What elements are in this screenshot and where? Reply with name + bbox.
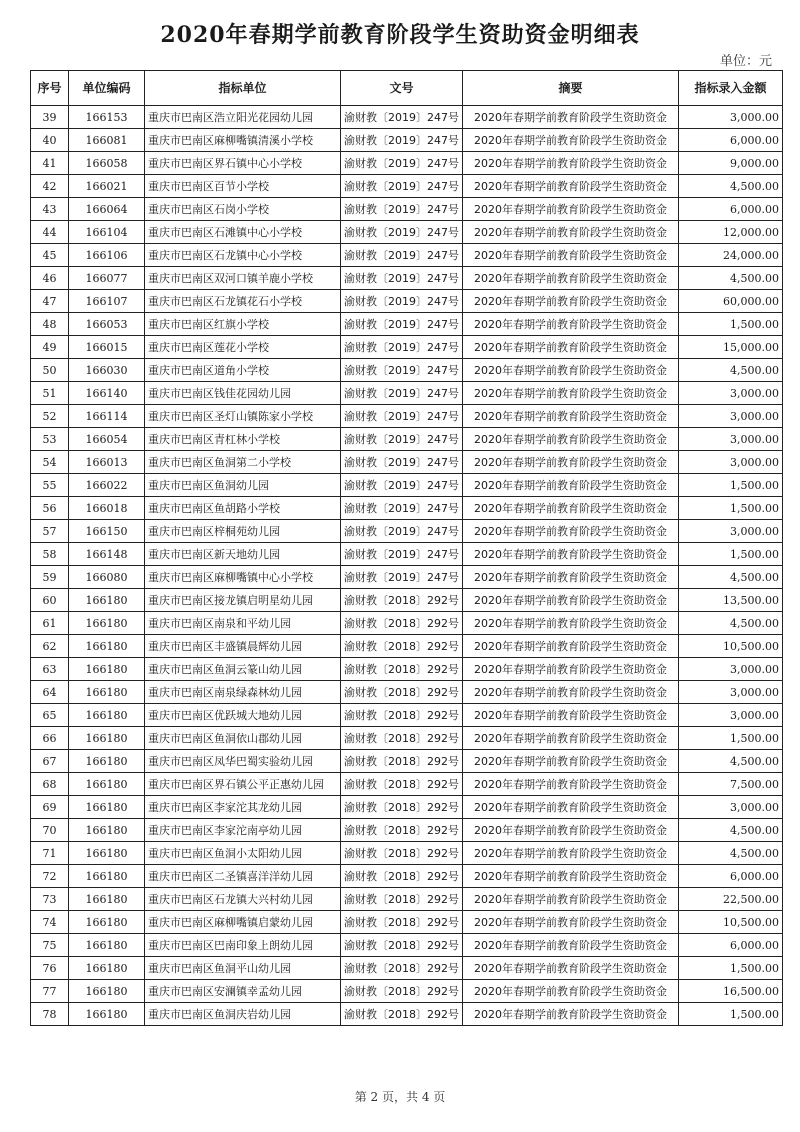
cell-document-number: 渝财教〔2019〕247号 — [341, 129, 463, 152]
cell-document-number: 渝财教〔2019〕247号 — [341, 382, 463, 405]
cell-amount: 4,500.00 — [679, 359, 783, 382]
cell-document-number: 渝财教〔2019〕247号 — [341, 221, 463, 244]
table-row — [31, 842, 783, 865]
table-row — [31, 888, 783, 911]
cell-summary: 2020年春期学前教育阶段学生资助资金 — [463, 980, 679, 1003]
cell-seq: 62 — [31, 635, 69, 658]
cell-unit-name: 重庆市巴南区南泉和平幼儿园 — [145, 612, 341, 635]
cell-seq: 55 — [31, 474, 69, 497]
cell-unit-name: 重庆市巴南区凤华巴蜀实验幼儿园 — [145, 750, 341, 773]
table-row — [31, 290, 783, 313]
cell-amount: 10,500.00 — [679, 911, 783, 934]
table-row — [31, 980, 783, 1003]
cell-seq: 61 — [31, 612, 69, 635]
cell-summary: 2020年春期学前教育阶段学生资助资金 — [463, 382, 679, 405]
cell-unit-code: 166053 — [69, 313, 145, 336]
cell-unit-code: 166018 — [69, 497, 145, 520]
cell-unit-name: 重庆市巴南区道角小学校 — [145, 359, 341, 382]
table-row — [31, 198, 783, 221]
cell-summary: 2020年春期学前教育阶段学生资助资金 — [463, 612, 679, 635]
cell-summary: 2020年春期学前教育阶段学生资助资金 — [463, 106, 679, 129]
table-row — [31, 244, 783, 267]
table-row — [31, 129, 783, 152]
cell-amount: 6,000.00 — [679, 129, 783, 152]
cell-amount: 4,500.00 — [679, 842, 783, 865]
cell-document-number: 渝财教〔2019〕247号 — [341, 267, 463, 290]
cell-unit-code: 166180 — [69, 842, 145, 865]
cell-unit-name: 重庆市巴南区石滩镇中心小学校 — [145, 221, 341, 244]
cell-unit-name: 重庆市巴南区鱼洞小太阳幼儿园 — [145, 842, 341, 865]
cell-document-number: 渝财教〔2019〕247号 — [341, 290, 463, 313]
cell-unit-name: 重庆市巴南区麻柳嘴镇清溪小学校 — [145, 129, 341, 152]
cell-document-number: 渝财教〔2018〕292号 — [341, 865, 463, 888]
cell-unit-name: 重庆市巴南区百节小学校 — [145, 175, 341, 198]
cell-unit-code: 166140 — [69, 382, 145, 405]
cell-document-number: 渝财教〔2019〕247号 — [341, 359, 463, 382]
cell-amount: 3,000.00 — [679, 428, 783, 451]
table-row — [31, 589, 783, 612]
cell-amount: 6,000.00 — [679, 934, 783, 957]
table-row — [31, 727, 783, 750]
table-row — [31, 267, 783, 290]
cell-seq: 63 — [31, 658, 69, 681]
cell-summary: 2020年春期学前教育阶段学生资助资金 — [463, 1003, 679, 1026]
cell-unit-code: 166104 — [69, 221, 145, 244]
cell-summary: 2020年春期学前教育阶段学生资助资金 — [463, 267, 679, 290]
cell-seq: 75 — [31, 934, 69, 957]
cell-seq: 58 — [31, 543, 69, 566]
cell-summary: 2020年春期学前教育阶段学生资助资金 — [463, 497, 679, 520]
table-row — [31, 543, 783, 566]
cell-unit-code: 166180 — [69, 681, 145, 704]
cell-summary: 2020年春期学前教育阶段学生资助资金 — [463, 796, 679, 819]
cell-unit-name: 重庆市巴南区青杠林小学校 — [145, 428, 341, 451]
cell-unit-name: 重庆市巴南区界石镇公平正惠幼儿园 — [145, 773, 341, 796]
cell-document-number: 渝财教〔2019〕247号 — [341, 336, 463, 359]
cell-unit-name: 重庆市巴南区优跃城大地幼儿园 — [145, 704, 341, 727]
cell-document-number: 渝财教〔2019〕247号 — [341, 520, 463, 543]
cell-summary: 2020年春期学前教育阶段学生资助资金 — [463, 152, 679, 175]
cell-amount: 1,500.00 — [679, 474, 783, 497]
cell-summary: 2020年春期学前教育阶段学生资助资金 — [463, 359, 679, 382]
cell-amount: 4,500.00 — [679, 566, 783, 589]
cell-summary: 2020年春期学前教育阶段学生资助资金 — [463, 313, 679, 336]
cell-summary: 2020年春期学前教育阶段学生资助资金 — [463, 129, 679, 152]
cell-unit-code: 166180 — [69, 819, 145, 842]
table-row — [31, 750, 783, 773]
header-unit-code: 单位编码 — [69, 71, 145, 106]
cell-summary: 2020年春期学前教育阶段学生资助资金 — [463, 865, 679, 888]
cell-amount: 4,500.00 — [679, 175, 783, 198]
cell-unit-name: 重庆市巴南区双河口镇羊鹿小学校 — [145, 267, 341, 290]
cell-unit-code: 166180 — [69, 658, 145, 681]
cell-unit-code: 166180 — [69, 612, 145, 635]
table-row — [31, 175, 783, 198]
cell-unit-code: 166064 — [69, 198, 145, 221]
cell-unit-name: 重庆市巴南区鱼洞第二小学校 — [145, 451, 341, 474]
cell-document-number: 渝财教〔2018〕292号 — [341, 1003, 463, 1026]
cell-document-number: 渝财教〔2018〕292号 — [341, 704, 463, 727]
cell-seq: 52 — [31, 405, 69, 428]
cell-summary: 2020年春期学前教育阶段学生资助资金 — [463, 888, 679, 911]
header-amount: 指标录入金额 — [679, 71, 783, 106]
table-row — [31, 635, 783, 658]
cell-unit-code: 166180 — [69, 589, 145, 612]
cell-unit-code: 166107 — [69, 290, 145, 313]
cell-summary: 2020年春期学前教育阶段学生资助资金 — [463, 934, 679, 957]
table-row — [31, 934, 783, 957]
cell-seq: 76 — [31, 957, 69, 980]
cell-unit-name: 重庆市巴南区南泉绿森林幼儿园 — [145, 681, 341, 704]
cell-document-number: 渝财教〔2018〕292号 — [341, 681, 463, 704]
cell-unit-code: 166180 — [69, 1003, 145, 1026]
cell-unit-code: 166180 — [69, 957, 145, 980]
cell-summary: 2020年春期学前教育阶段学生资助资金 — [463, 957, 679, 980]
cell-unit-name: 重庆市巴南区界石镇中心小学校 — [145, 152, 341, 175]
cell-unit-name: 重庆市巴南区麻柳嘴镇启蒙幼儿园 — [145, 911, 341, 934]
cell-document-number: 渝财教〔2019〕247号 — [341, 175, 463, 198]
table-row — [31, 911, 783, 934]
cell-amount: 3,000.00 — [679, 681, 783, 704]
cell-summary: 2020年春期学前教育阶段学生资助资金 — [463, 290, 679, 313]
cell-seq: 72 — [31, 865, 69, 888]
cell-summary: 2020年春期学前教育阶段学生资助资金 — [463, 543, 679, 566]
cell-seq: 77 — [31, 980, 69, 1003]
table-row — [31, 152, 783, 175]
cell-unit-code: 166180 — [69, 727, 145, 750]
cell-summary: 2020年春期学前教育阶段学生资助资金 — [463, 911, 679, 934]
cell-amount: 6,000.00 — [679, 198, 783, 221]
cell-document-number: 渝财教〔2018〕292号 — [341, 750, 463, 773]
cell-unit-name: 重庆市巴南区石龙镇大兴村幼儿园 — [145, 888, 341, 911]
cell-summary: 2020年春期学前教育阶段学生资助资金 — [463, 842, 679, 865]
cell-summary: 2020年春期学前教育阶段学生资助资金 — [463, 405, 679, 428]
cell-document-number: 渝财教〔2018〕292号 — [341, 842, 463, 865]
header-document-number: 文号 — [341, 71, 463, 106]
cell-document-number: 渝财教〔2019〕247号 — [341, 313, 463, 336]
cell-unit-code: 166114 — [69, 405, 145, 428]
table-row — [31, 957, 783, 980]
cell-amount: 15,000.00 — [679, 336, 783, 359]
cell-unit-code: 166153 — [69, 106, 145, 129]
cell-seq: 64 — [31, 681, 69, 704]
table-row — [31, 336, 783, 359]
cell-seq: 69 — [31, 796, 69, 819]
cell-amount: 4,500.00 — [679, 819, 783, 842]
cell-summary: 2020年春期学前教育阶段学生资助资金 — [463, 175, 679, 198]
cell-summary: 2020年春期学前教育阶段学生资助资金 — [463, 727, 679, 750]
cell-document-number: 渝财教〔2018〕292号 — [341, 980, 463, 1003]
cell-seq: 60 — [31, 589, 69, 612]
cell-seq: 42 — [31, 175, 69, 198]
cell-unit-name: 重庆市巴南区李家沱南亭幼儿园 — [145, 819, 341, 842]
cell-seq: 44 — [31, 221, 69, 244]
cell-summary: 2020年春期学前教育阶段学生资助资金 — [463, 244, 679, 267]
cell-summary: 2020年春期学前教育阶段学生资助资金 — [463, 635, 679, 658]
table-row — [31, 1003, 783, 1026]
table-row — [31, 221, 783, 244]
cell-unit-code: 166080 — [69, 566, 145, 589]
cell-unit-name: 重庆市巴南区丰盛镇晨辉幼儿园 — [145, 635, 341, 658]
cell-seq: 43 — [31, 198, 69, 221]
cell-document-number: 渝财教〔2018〕292号 — [341, 773, 463, 796]
header-seq: 序号 — [31, 71, 69, 106]
cell-summary: 2020年春期学前教育阶段学生资助资金 — [463, 566, 679, 589]
cell-unit-name: 重庆市巴南区浩立阳光花园幼儿园 — [145, 106, 341, 129]
cell-unit-name: 重庆市巴南区鱼洞庆岩幼儿园 — [145, 1003, 341, 1026]
cell-unit-name: 重庆市巴南区安澜镇幸孟幼儿园 — [145, 980, 341, 1003]
cell-unit-code: 166022 — [69, 474, 145, 497]
cell-amount: 3,000.00 — [679, 106, 783, 129]
cell-document-number: 渝财教〔2019〕247号 — [341, 244, 463, 267]
cell-document-number: 渝财教〔2018〕292号 — [341, 957, 463, 980]
cell-unit-code: 166021 — [69, 175, 145, 198]
cell-amount: 3,000.00 — [679, 520, 783, 543]
cell-seq: 45 — [31, 244, 69, 267]
cell-summary: 2020年春期学前教育阶段学生资助资金 — [463, 589, 679, 612]
cell-seq: 59 — [31, 566, 69, 589]
table-row — [31, 773, 783, 796]
table-row — [31, 704, 783, 727]
cell-amount: 4,500.00 — [679, 750, 783, 773]
cell-unit-name: 重庆市巴南区巴南印象上朗幼儿园 — [145, 934, 341, 957]
cell-seq: 39 — [31, 106, 69, 129]
page-title: 2020年春期学前教育阶段学生资助资金明细表 — [160, 22, 640, 48]
cell-seq: 73 — [31, 888, 69, 911]
cell-unit-name: 重庆市巴南区鱼洞依山郡幼儿园 — [145, 727, 341, 750]
cell-summary: 2020年春期学前教育阶段学生资助资金 — [463, 336, 679, 359]
cell-summary: 2020年春期学前教育阶段学生资助资金 — [463, 773, 679, 796]
cell-seq: 70 — [31, 819, 69, 842]
cell-unit-name: 重庆市巴南区梓桐苑幼儿园 — [145, 520, 341, 543]
cell-summary: 2020年春期学前教育阶段学生资助资金 — [463, 819, 679, 842]
cell-amount: 3,000.00 — [679, 405, 783, 428]
cell-seq: 54 — [31, 451, 69, 474]
cell-seq: 49 — [31, 336, 69, 359]
cell-summary: 2020年春期学前教育阶段学生资助资金 — [463, 428, 679, 451]
cell-amount: 60,000.00 — [679, 290, 783, 313]
cell-document-number: 渝财教〔2018〕292号 — [341, 911, 463, 934]
table-row — [31, 428, 783, 451]
table-row — [31, 106, 783, 129]
funding-detail-table — [30, 70, 783, 1026]
cell-amount: 4,500.00 — [679, 612, 783, 635]
cell-unit-name: 重庆市巴南区红旗小学校 — [145, 313, 341, 336]
cell-summary: 2020年春期学前教育阶段学生资助资金 — [463, 658, 679, 681]
cell-seq: 53 — [31, 428, 69, 451]
cell-unit-name: 重庆市巴南区钱佳花园幼儿园 — [145, 382, 341, 405]
cell-unit-code: 166180 — [69, 773, 145, 796]
cell-summary: 2020年春期学前教育阶段学生资助资金 — [463, 681, 679, 704]
header-summary: 摘要 — [463, 71, 679, 106]
cell-document-number: 渝财教〔2019〕247号 — [341, 497, 463, 520]
cell-amount: 3,000.00 — [679, 451, 783, 474]
cell-unit-name: 重庆市巴南区新天地幼儿园 — [145, 543, 341, 566]
cell-seq: 50 — [31, 359, 69, 382]
cell-seq: 48 — [31, 313, 69, 336]
table-body — [31, 106, 783, 1026]
table-row — [31, 451, 783, 474]
cell-unit-name: 重庆市巴南区接龙镇启明星幼儿园 — [145, 589, 341, 612]
cell-unit-name: 重庆市巴南区石岗小学校 — [145, 198, 341, 221]
cell-unit-name: 重庆市巴南区鱼洞云篆山幼儿园 — [145, 658, 341, 681]
unit-label: 单位：元 — [719, 54, 772, 69]
cell-amount: 1,500.00 — [679, 543, 783, 566]
cell-seq: 51 — [31, 382, 69, 405]
page-footer: 第 2 页，共 4 页 — [354, 1090, 446, 1104]
cell-amount: 13,500.00 — [679, 589, 783, 612]
table-row — [31, 796, 783, 819]
cell-seq: 65 — [31, 704, 69, 727]
cell-amount: 10,500.00 — [679, 635, 783, 658]
cell-summary: 2020年春期学前教育阶段学生资助资金 — [463, 474, 679, 497]
cell-document-number: 渝财教〔2019〕247号 — [341, 106, 463, 129]
cell-unit-code: 166180 — [69, 796, 145, 819]
cell-unit-code: 166180 — [69, 704, 145, 727]
cell-document-number: 渝财教〔2018〕292号 — [341, 819, 463, 842]
cell-amount: 3,000.00 — [679, 796, 783, 819]
cell-unit-name: 重庆市巴南区李家沱其龙幼儿园 — [145, 796, 341, 819]
cell-summary: 2020年春期学前教育阶段学生资助资金 — [463, 750, 679, 773]
cell-document-number: 渝财教〔2018〕292号 — [341, 635, 463, 658]
table-row — [31, 681, 783, 704]
cell-unit-code: 166015 — [69, 336, 145, 359]
cell-unit-code: 166030 — [69, 359, 145, 382]
cell-seq: 66 — [31, 727, 69, 750]
table-row — [31, 474, 783, 497]
cell-document-number: 渝财教〔2018〕292号 — [341, 888, 463, 911]
cell-unit-code: 166106 — [69, 244, 145, 267]
table-row — [31, 612, 783, 635]
cell-amount: 3,000.00 — [679, 704, 783, 727]
cell-amount: 1,500.00 — [679, 1003, 783, 1026]
cell-unit-code: 166180 — [69, 934, 145, 957]
cell-document-number: 渝财教〔2019〕247号 — [341, 543, 463, 566]
cell-document-number: 渝财教〔2019〕247号 — [341, 474, 463, 497]
table-row — [31, 497, 783, 520]
cell-document-number: 渝财教〔2019〕247号 — [341, 198, 463, 221]
cell-document-number: 渝财教〔2018〕292号 — [341, 796, 463, 819]
cell-summary: 2020年春期学前教育阶段学生资助资金 — [463, 198, 679, 221]
cell-amount: 3,000.00 — [679, 658, 783, 681]
cell-unit-code: 166180 — [69, 635, 145, 658]
table-row — [31, 566, 783, 589]
table-row — [31, 520, 783, 543]
cell-unit-name: 重庆市巴南区鱼胡路小学校 — [145, 497, 341, 520]
header-unit-name: 指标单位 — [145, 71, 341, 106]
cell-amount: 24,000.00 — [679, 244, 783, 267]
cell-unit-code: 166081 — [69, 129, 145, 152]
cell-seq: 46 — [31, 267, 69, 290]
cell-unit-code: 166180 — [69, 911, 145, 934]
cell-unit-name: 重庆市巴南区莲花小学校 — [145, 336, 341, 359]
cell-unit-code: 166054 — [69, 428, 145, 451]
table-header-row — [31, 71, 783, 106]
cell-amount: 6,000.00 — [679, 865, 783, 888]
table-row — [31, 405, 783, 428]
cell-amount: 1,500.00 — [679, 727, 783, 750]
cell-document-number: 渝财教〔2018〕292号 — [341, 612, 463, 635]
cell-document-number: 渝财教〔2019〕247号 — [341, 152, 463, 175]
cell-amount: 12,000.00 — [679, 221, 783, 244]
cell-seq: 56 — [31, 497, 69, 520]
cell-summary: 2020年春期学前教育阶段学生资助资金 — [463, 520, 679, 543]
cell-seq: 74 — [31, 911, 69, 934]
cell-summary: 2020年春期学前教育阶段学生资助资金 — [463, 221, 679, 244]
cell-seq: 57 — [31, 520, 69, 543]
cell-unit-name: 重庆市巴南区麻柳嘴镇中心小学校 — [145, 566, 341, 589]
cell-amount: 9,000.00 — [679, 152, 783, 175]
cell-seq: 67 — [31, 750, 69, 773]
cell-amount: 3,000.00 — [679, 382, 783, 405]
cell-summary: 2020年春期学前教育阶段学生资助资金 — [463, 451, 679, 474]
cell-summary: 2020年春期学前教育阶段学生资助资金 — [463, 704, 679, 727]
cell-unit-name: 重庆市巴南区石龙镇中心小学校 — [145, 244, 341, 267]
cell-unit-name: 重庆市巴南区二圣镇喜洋洋幼儿园 — [145, 865, 341, 888]
cell-seq: 40 — [31, 129, 69, 152]
cell-document-number: 渝财教〔2018〕292号 — [341, 658, 463, 681]
cell-unit-name: 重庆市巴南区鱼洞平山幼儿园 — [145, 957, 341, 980]
cell-document-number: 渝财教〔2019〕247号 — [341, 428, 463, 451]
table-row — [31, 819, 783, 842]
table-row — [31, 313, 783, 336]
cell-amount: 1,500.00 — [679, 313, 783, 336]
cell-unit-code: 166180 — [69, 888, 145, 911]
cell-unit-name: 重庆市巴南区石龙镇花石小学校 — [145, 290, 341, 313]
cell-document-number: 渝财教〔2019〕247号 — [341, 566, 463, 589]
cell-unit-code: 166148 — [69, 543, 145, 566]
cell-document-number: 渝财教〔2018〕292号 — [341, 934, 463, 957]
cell-unit-code: 166180 — [69, 865, 145, 888]
cell-seq: 78 — [31, 1003, 69, 1026]
table-row — [31, 382, 783, 405]
cell-unit-code: 166180 — [69, 980, 145, 1003]
cell-amount: 7,500.00 — [679, 773, 783, 796]
cell-seq: 41 — [31, 152, 69, 175]
cell-seq: 68 — [31, 773, 69, 796]
cell-document-number: 渝财教〔2019〕247号 — [341, 405, 463, 428]
table-row — [31, 658, 783, 681]
cell-document-number: 渝财教〔2019〕247号 — [341, 451, 463, 474]
cell-unit-name: 重庆市巴南区鱼洞幼儿园 — [145, 474, 341, 497]
cell-amount: 1,500.00 — [679, 497, 783, 520]
cell-unit-code: 166150 — [69, 520, 145, 543]
cell-unit-code: 166058 — [69, 152, 145, 175]
cell-unit-code: 166013 — [69, 451, 145, 474]
cell-amount: 16,500.00 — [679, 980, 783, 1003]
cell-seq: 71 — [31, 842, 69, 865]
cell-document-number: 渝财教〔2018〕292号 — [341, 727, 463, 750]
cell-amount: 4,500.00 — [679, 267, 783, 290]
cell-amount: 22,500.00 — [679, 888, 783, 911]
cell-amount: 1,500.00 — [679, 957, 783, 980]
cell-unit-name: 重庆市巴南区圣灯山镇陈家小学校 — [145, 405, 341, 428]
table-row — [31, 359, 783, 382]
cell-unit-code: 166180 — [69, 750, 145, 773]
table-row — [31, 865, 783, 888]
cell-seq: 47 — [31, 290, 69, 313]
cell-unit-code: 166077 — [69, 267, 145, 290]
cell-document-number: 渝财教〔2018〕292号 — [341, 589, 463, 612]
